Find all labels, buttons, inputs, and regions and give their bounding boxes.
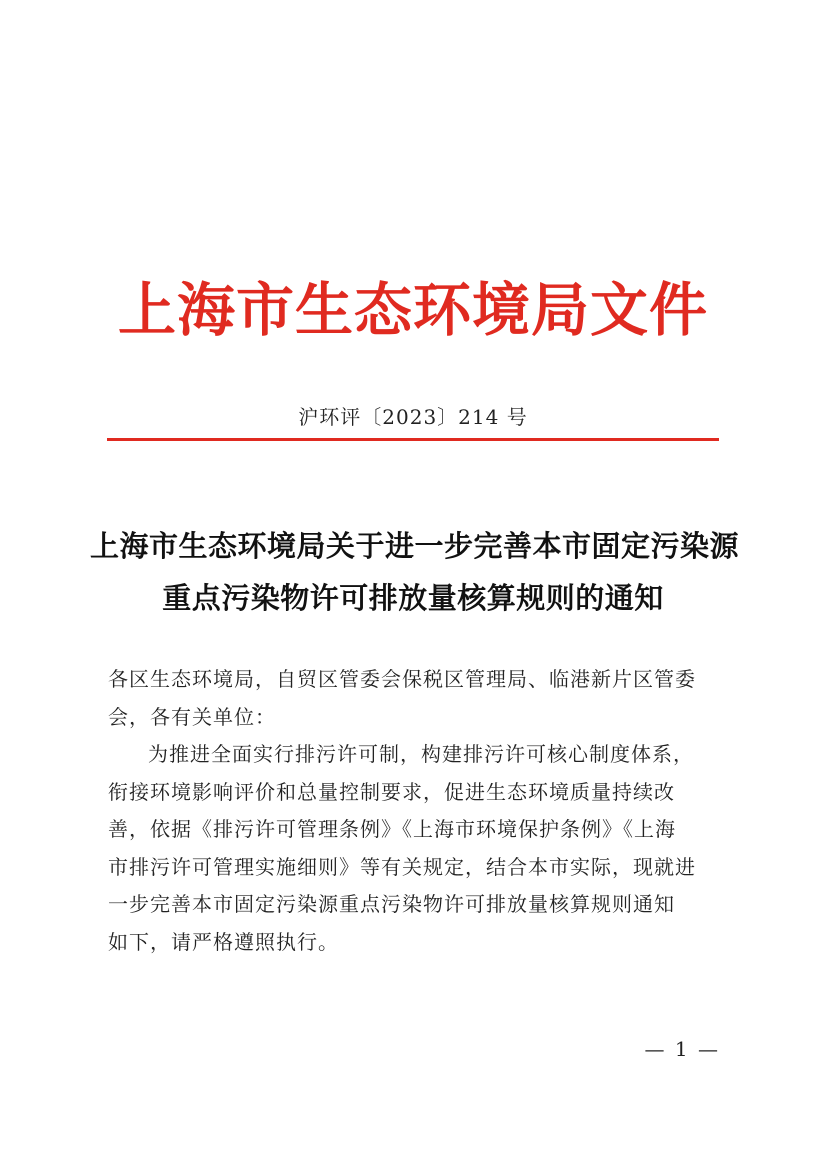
body-line: 善，依据《排污许可管理条例》《上海市环境保护条例》《上海 [108,817,676,841]
body-line: 市排污许可管理实施细则》等有关规定，结合本市实际，现就进 [108,854,696,879]
page-number: — 1 — [644,1037,720,1061]
body-line: 如下，请严格遵照执行。 [108,929,339,954]
document-title [90,520,740,624]
recipients-line-2: 会，各有关单位： [108,705,276,729]
document-number: 沪环评〔2023〕214 号 [298,405,528,429]
issuer-header: 上海市生态环境局文件 [117,276,708,344]
recipients-line-1: 各区生态环境局，自贸区管委会保税区管理局、临港新片区管委 [108,667,696,691]
red-divider-line [107,438,719,441]
body-line: 衔接环境影响评价和总量控制要求，促进生态环境质量持续改 [108,779,675,804]
body-line: 为推进全面实行排污许可制，构建排污许可核心制度体系， [148,742,694,766]
recipients [108,660,720,736]
title-line-1: 上海市生态环境局关于进一步完善本市固定污染源 [90,529,740,563]
body-line: 一步完善本市固定污染源重点污染物许可排放量核算规则通知 [108,892,675,916]
title-line-2: 重点污染物许可排放量核算规则的通知 [162,581,664,615]
body-paragraph [108,736,720,961]
